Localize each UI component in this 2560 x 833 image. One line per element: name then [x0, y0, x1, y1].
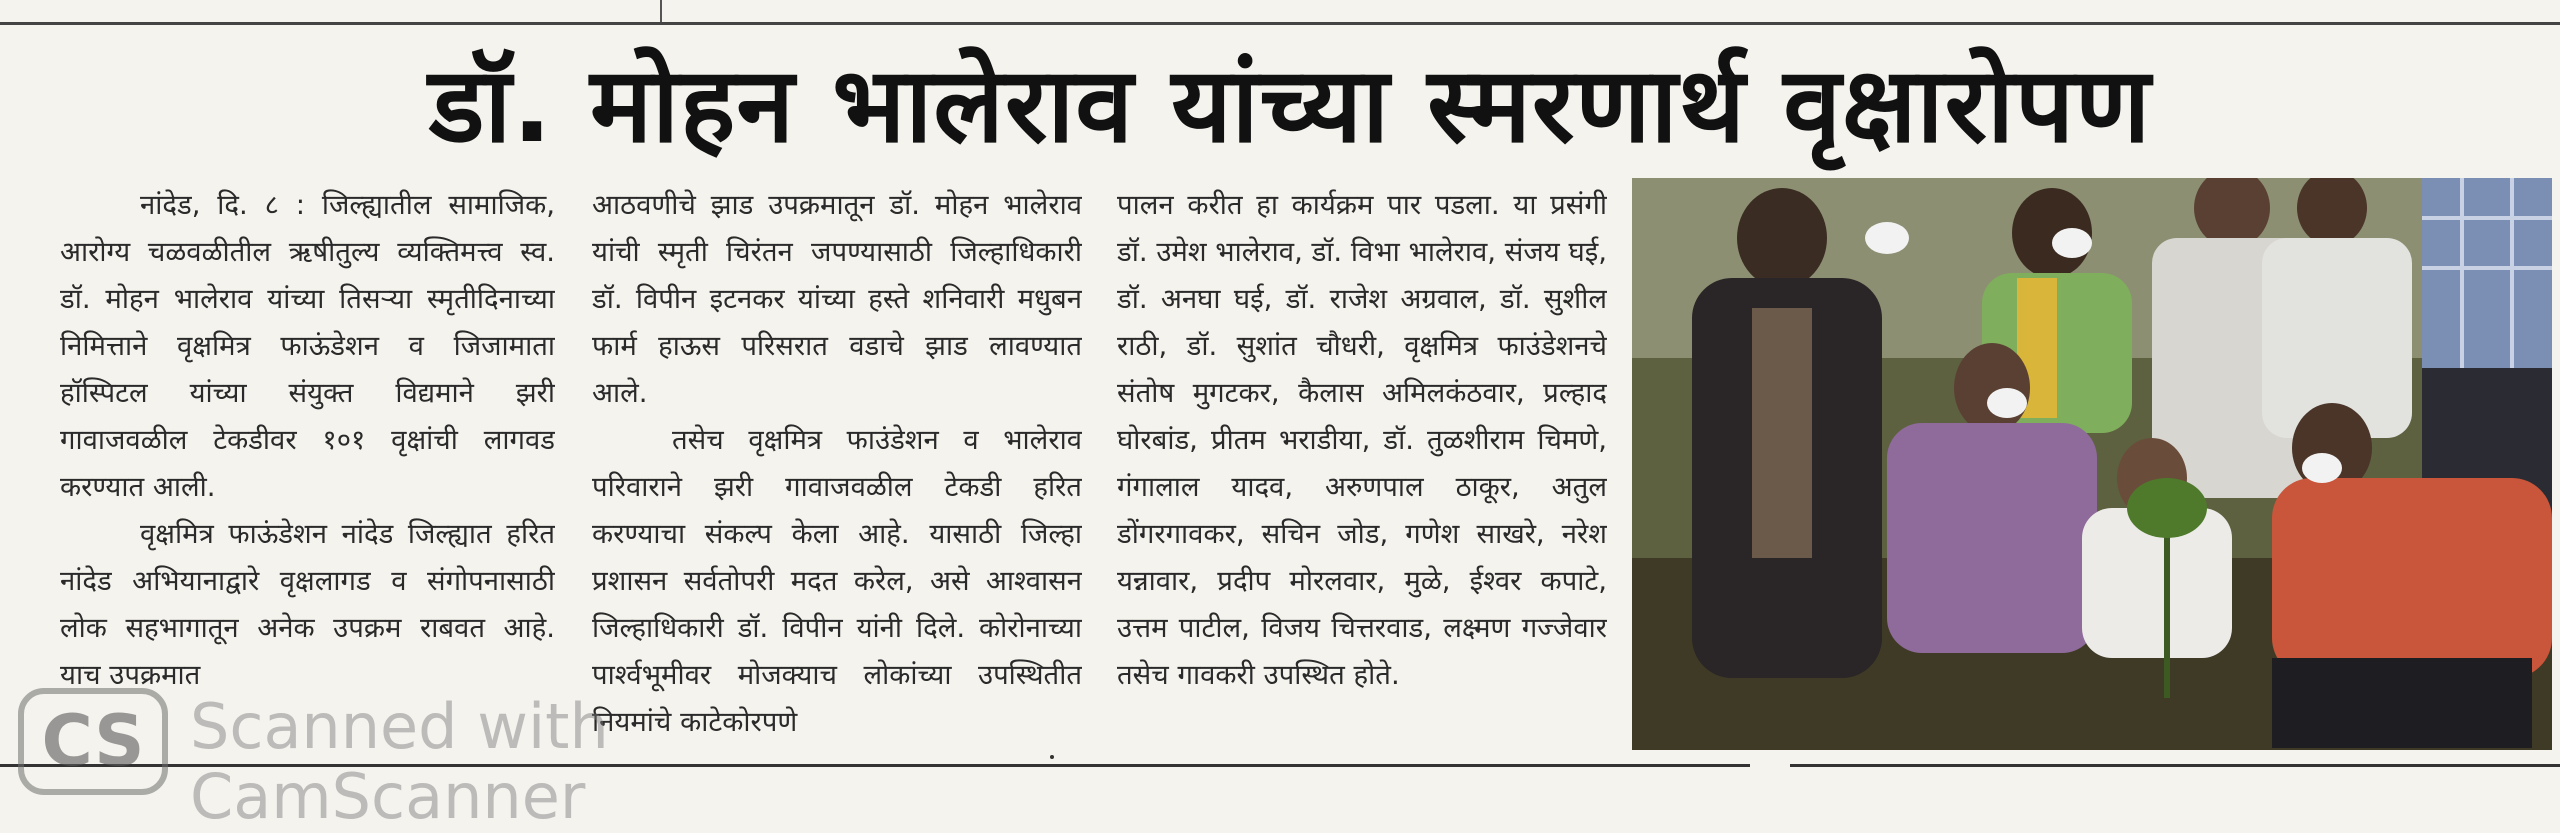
article-column-3 — [1117, 182, 1607, 742]
article-headline: डॉ. मोहन भालेराव यांच्या स्मरणार्थ वृक्षारोपण — [428, 44, 2152, 166]
paragraph: आठवणीचे झाड उपक्रमातून डॉ. मोहन भालेराव यांची स्मृती चिरंतन जपण्यासाठी जिल्हाधिकारी डॉ. विपीन इटनकर यांच्या हस्ते शनिवारी मधुबन फार्म हाऊस परिसरात वडाचे झाड लावण्यात आले. — [592, 189, 1082, 409]
tree-plantation-photo — [1632, 178, 2552, 750]
watermark-line-1: Scanned with — [190, 690, 609, 763]
paragraph: वृक्षमित्र फाऊंडेशन नांदेड जिल्ह्यात हरित नांदेड अभियानाद्वारे वृक्षलागड व संगोपनासाठी लोक सहभागातून अनेक उपक्रम राबवत आहे. याच उपक्रमात — [60, 518, 555, 691]
bottom-border-rule-right — [1790, 764, 2560, 767]
paragraph: नांदेड, दि. ८ : जिल्ह्यातील सामाजिक, आरोग्य चळवळीतील ऋषीतुल्य व्यक्तिमत्त्व स्व. डॉ. मोहन भालेराव यांच्या तिसऱ्या स्मृतीदिनाच्या निमित्ताने वृक्षमित्र फाऊंडेशन व जिजामाता हॉस्पिटल यांच्या संयुक्त विद्यमाने झरी गावाजवळील टेकडीवर १०१ वृक्षांची लागवड करण्यात आली. — [60, 189, 555, 503]
watermark-line-2: CamScanner — [190, 760, 586, 833]
paragraph: तसेच वृक्षमित्र फाउंडेशन व भालेराव परिवाराने झरी गावाजवळील टेकडी हरित करण्याचा संकल्प केला आहे. यासाठी जिल्हा प्रशासन सर्वतोपरी मदत करेल, असे आश्वासन जिल्हाधिकारी डॉ. विपीन यांनी दिले. कोरोनाच्या पार्श्वभूमीवर मोजक्याच लोकांच्या उपस्थितीत नियमांचे काटेकोरपणे — [592, 424, 1082, 738]
article-column-2 — [592, 182, 1082, 742]
top-border-rule — [0, 22, 2560, 25]
camscanner-watermark — [18, 688, 718, 833]
paragraph: पालन करीत हा कार्यक्रम पार पडला. या प्रसंगी डॉ. उमेश भालेराव, डॉ. विभा भालेराव, संजय घई, डॉ. अनघा घई, डॉ. राजेश अग्रवाल, डॉ. सुशील राठी, डॉ. सुशांत चौधरी, वृक्षमित्र फाउंडेशनचे संतोष मुगटकर, कैलास अमिलकंठवार, प्रल्हाद घोरबांड, प्रीतम भराडीया, डॉ. तुळशीराम चिमणे, गंगालाल यादव, अरुणपाल ठाकूर, अतुल डोंगरगावकर, सचिन जोड, गणेश साखरे, नरेश यन्नावार, प्रदीप मोरलवार, मुळे, ईश्वर कपाटे, उत्तम पाटील, विजय चित्तरवाड, लक्ष्मण गज्जेवार तसेच गावकरी उपस्थित होते. — [1117, 189, 1607, 691]
print-dot — [1050, 755, 1054, 759]
camscanner-logo-icon: CS — [18, 688, 168, 795]
column-divider — [660, 0, 662, 22]
article-column-1 — [60, 182, 555, 742]
photo-illustration — [1632, 178, 2552, 750]
